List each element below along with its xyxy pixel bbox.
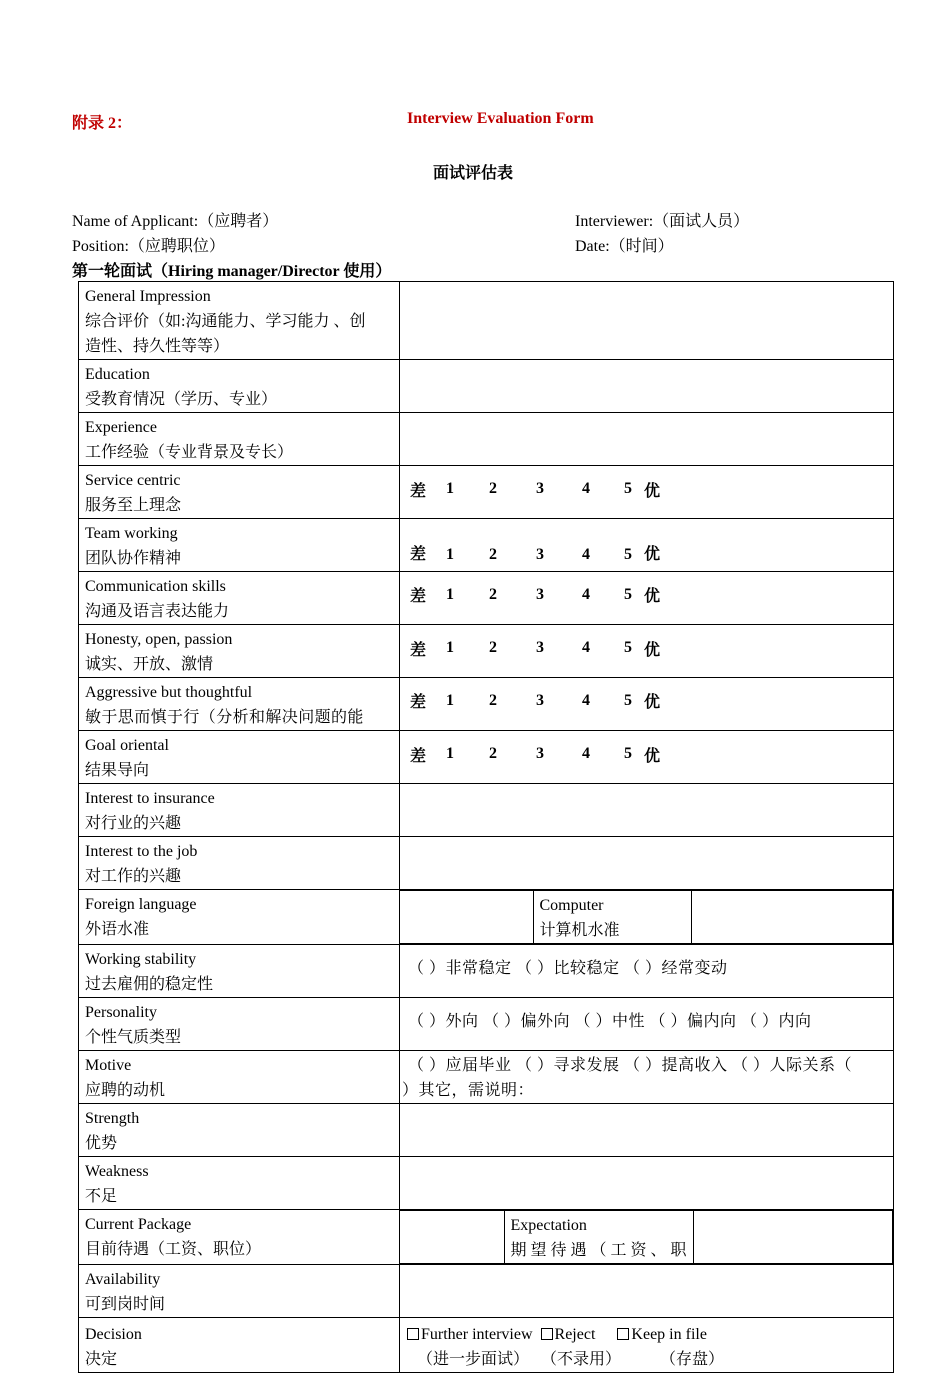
row-label-cn: 个性气质类型	[85, 1029, 182, 1046]
personality-options[interactable]: （ ）外向 （ ）偏外向 （ ）中性 （ ）偏内向 （ ）内向	[408, 1013, 812, 1030]
row-label-en: Service centric	[85, 472, 181, 489]
row-label-cn: 沟通及语言表达能力	[85, 603, 230, 620]
keep-in-file-cn: （存盘）	[660, 1351, 725, 1368]
scale-4[interactable]: 4	[582, 480, 590, 497]
table-row	[79, 731, 894, 784]
expectation-field[interactable]	[693, 1211, 893, 1264]
form-title-cn: 面试评估表	[433, 165, 514, 182]
row-label-cn: 诚实、开放、激情	[85, 656, 214, 673]
row-label-en: Experience	[85, 419, 157, 436]
row-label-en: Education	[85, 366, 150, 383]
scale-low: 差	[410, 694, 427, 711]
scale-high: 优	[644, 747, 661, 765]
general-impression-field[interactable]	[400, 282, 894, 360]
row-label-cn: 可到岗时间	[85, 1296, 166, 1313]
date-label: Date:（时间）	[575, 238, 674, 255]
scale-5[interactable]: 5	[624, 546, 632, 563]
scale-5[interactable]: 5	[624, 480, 632, 497]
row-label-cn: 目前待遇（工资、职位）	[85, 1241, 262, 1258]
row-label-en: Honesty, open, passion	[85, 631, 233, 648]
row-label-cn: 受教育情况（学历、专业）	[85, 391, 278, 408]
row-label-en: Communication skills	[85, 578, 226, 595]
table-row	[79, 519, 894, 572]
appendix-label: 附录 2：	[72, 115, 133, 132]
table-row	[79, 784, 894, 837]
scale-4[interactable]: 4	[582, 585, 590, 603]
strength-field[interactable]	[400, 1104, 894, 1157]
motive-options-line2: ）其它，需说明：	[402, 1082, 535, 1099]
computer-label-cn: 计算机水准	[539, 922, 620, 939]
checkbox-icon[interactable]	[617, 1328, 629, 1340]
scale-high: 优	[644, 588, 661, 605]
row-label-cn: 不足	[85, 1188, 118, 1205]
row-label-cn: 造性、持久性等等）	[85, 338, 230, 355]
scale-2[interactable]: 2	[489, 585, 497, 603]
scale-1[interactable]: 1	[446, 585, 454, 603]
weakness-field[interactable]	[400, 1157, 894, 1210]
row-label-en: Interest to the job	[85, 843, 198, 860]
table-row	[79, 678, 894, 731]
table-row	[79, 572, 894, 625]
availability-field[interactable]	[400, 1265, 894, 1318]
scale-4[interactable]: 4	[582, 745, 590, 762]
scale-3[interactable]: 3	[536, 546, 544, 563]
row-label-en: Goal oriental	[85, 737, 169, 754]
interviewer-label: Interviewer:（面试人员）	[575, 213, 750, 230]
checkbox-icon[interactable]	[407, 1328, 419, 1340]
row-label-en: Aggressive but thoughtful	[85, 684, 253, 701]
scale-3[interactable]: 3	[536, 585, 544, 603]
scale-high: 优	[644, 546, 661, 563]
table-row	[79, 1210, 894, 1265]
position-label: Position:（应聘职位）	[72, 238, 225, 255]
scale-3[interactable]: 3	[536, 745, 544, 762]
expectation-label-cn: 期 望 待 遇 （ 工 资 、 职	[510, 1242, 687, 1259]
scale-5[interactable]: 5	[624, 745, 632, 762]
row-label-cn: 应聘的动机	[85, 1082, 166, 1099]
row-label-en: Personality	[85, 1004, 157, 1021]
evaluation-table	[78, 281, 894, 1373]
scale-1[interactable]: 1	[446, 691, 454, 709]
table-row	[79, 998, 894, 1051]
row-label-en: Foreign language	[85, 896, 197, 913]
row-label-en: Decision	[85, 1326, 142, 1343]
expectation-label-en: Expectation	[510, 1217, 587, 1234]
row-label-en: General Impression	[85, 288, 211, 305]
row-label-en: Motive	[85, 1057, 132, 1074]
further-interview-option[interactable]: Further interview	[407, 1326, 533, 1343]
scale-low: 差	[410, 747, 427, 765]
row-label-cn: 结果导向	[85, 762, 150, 779]
motive-options-line1: （ ）应届毕业 （ ）寻求发展 （ ）提高收入 （ ）人际关系（	[408, 1057, 853, 1074]
further-interview-cn: （进一步面试）	[417, 1351, 530, 1368]
scale-2[interactable]: 2	[489, 546, 497, 563]
keep-in-file-option[interactable]: Keep in file	[617, 1326, 707, 1343]
scale-4[interactable]: 4	[582, 546, 590, 563]
table-row	[79, 945, 894, 998]
row-label-cn: 敏于思而慎于行（分析和解决问题的能	[85, 709, 364, 726]
table-row	[79, 890, 894, 945]
row-label-en: Weakness	[85, 1163, 149, 1180]
stability-options[interactable]: （ ）非常稳定 （ ）比较稳定 （ ）经常变动	[408, 960, 728, 977]
row-label-cn: 过去雇佣的稳定性	[85, 976, 214, 993]
table-row	[79, 413, 894, 466]
service-rating[interactable]	[400, 466, 894, 519]
reject-cn: （不录用）	[541, 1351, 622, 1368]
table-row	[79, 282, 894, 360]
scale-5[interactable]: 5	[624, 585, 632, 603]
scale-high: 优	[644, 482, 661, 500]
row-label-cn: 对行业的兴趣	[85, 815, 182, 832]
table-row	[79, 466, 894, 519]
language-field[interactable]	[400, 891, 533, 944]
row-label-en: Current Package	[85, 1216, 192, 1233]
row-label-cn: 外语水准	[85, 921, 150, 938]
table-row	[79, 1157, 894, 1210]
row-label-cn: 对工作的兴趣	[85, 868, 182, 885]
applicant-label: Name of Applicant:（应聘者）	[72, 213, 279, 230]
computer-field[interactable]	[691, 891, 893, 944]
team-rating[interactable]	[400, 519, 894, 572]
scale-low: 差	[410, 482, 427, 500]
scale-3[interactable]: 3	[536, 639, 544, 656]
row-label-cn: 团队协作精神	[85, 550, 182, 567]
scale-4[interactable]: 4	[582, 639, 590, 656]
scale-low: 差	[410, 588, 427, 605]
honesty-rating[interactable]	[400, 625, 894, 678]
scale-2[interactable]: 2	[489, 639, 497, 656]
communication-rating[interactable]	[400, 572, 894, 625]
scale-low: 差	[410, 641, 427, 659]
reject-option[interactable]: Reject	[541, 1326, 596, 1343]
experience-field[interactable]	[400, 413, 894, 466]
row-label-en: Availability	[85, 1271, 161, 1288]
scale-low: 差	[410, 546, 427, 563]
scale-5[interactable]: 5	[624, 691, 632, 709]
scale-2[interactable]: 2	[489, 745, 497, 762]
row-label-en: Strength	[85, 1110, 140, 1127]
table-row	[79, 1051, 894, 1104]
table-row	[79, 360, 894, 413]
scale-5[interactable]: 5	[624, 639, 632, 656]
row-label-cn: 综合评价（如:沟通能力、学习能力 、创	[85, 313, 366, 330]
row-label-en: Team working	[85, 525, 178, 542]
insurance-interest-field[interactable]	[400, 784, 894, 837]
row-label-en: Interest to insurance	[85, 790, 215, 807]
table-row	[79, 625, 894, 678]
scale-2[interactable]: 2	[489, 480, 497, 497]
checkbox-icon[interactable]	[541, 1328, 553, 1340]
table-row	[79, 837, 894, 890]
scale-high: 优	[644, 641, 661, 659]
scale-3[interactable]: 3	[536, 691, 544, 709]
scale-2[interactable]: 2	[489, 691, 497, 709]
table-row	[79, 1104, 894, 1157]
row-label-cn: 决定	[85, 1351, 118, 1368]
motive-options[interactable]	[400, 1051, 893, 1103]
scale-high: 优	[644, 694, 661, 711]
scale-1[interactable]: 1	[446, 745, 454, 762]
form-title-en: Interview Evaluation Form	[407, 110, 594, 127]
row-label-cn: 服务至上理念	[85, 497, 182, 514]
goal-rating[interactable]	[400, 731, 894, 784]
table-row	[79, 1318, 894, 1373]
row-label-cn: 工作经验（专业背景及专长）	[85, 444, 294, 461]
scale-4[interactable]: 4	[582, 691, 590, 709]
scale-1[interactable]: 1	[446, 480, 454, 497]
job-interest-field[interactable]	[400, 837, 894, 890]
row-label-cn: 优势	[85, 1135, 118, 1152]
computer-label-en: Computer	[539, 897, 604, 914]
row-label-en: Working stability	[85, 951, 197, 968]
current-package-field[interactable]	[400, 1211, 504, 1264]
aggressive-rating[interactable]	[400, 678, 894, 731]
round-title: 第一轮面试（Hiring manager/Director 使用）	[72, 263, 392, 280]
scale-1[interactable]: 1	[446, 639, 454, 656]
scale-3[interactable]: 3	[536, 480, 544, 497]
table-row	[79, 1265, 894, 1318]
scale-1[interactable]: 1	[446, 546, 454, 563]
education-field[interactable]	[400, 360, 894, 413]
